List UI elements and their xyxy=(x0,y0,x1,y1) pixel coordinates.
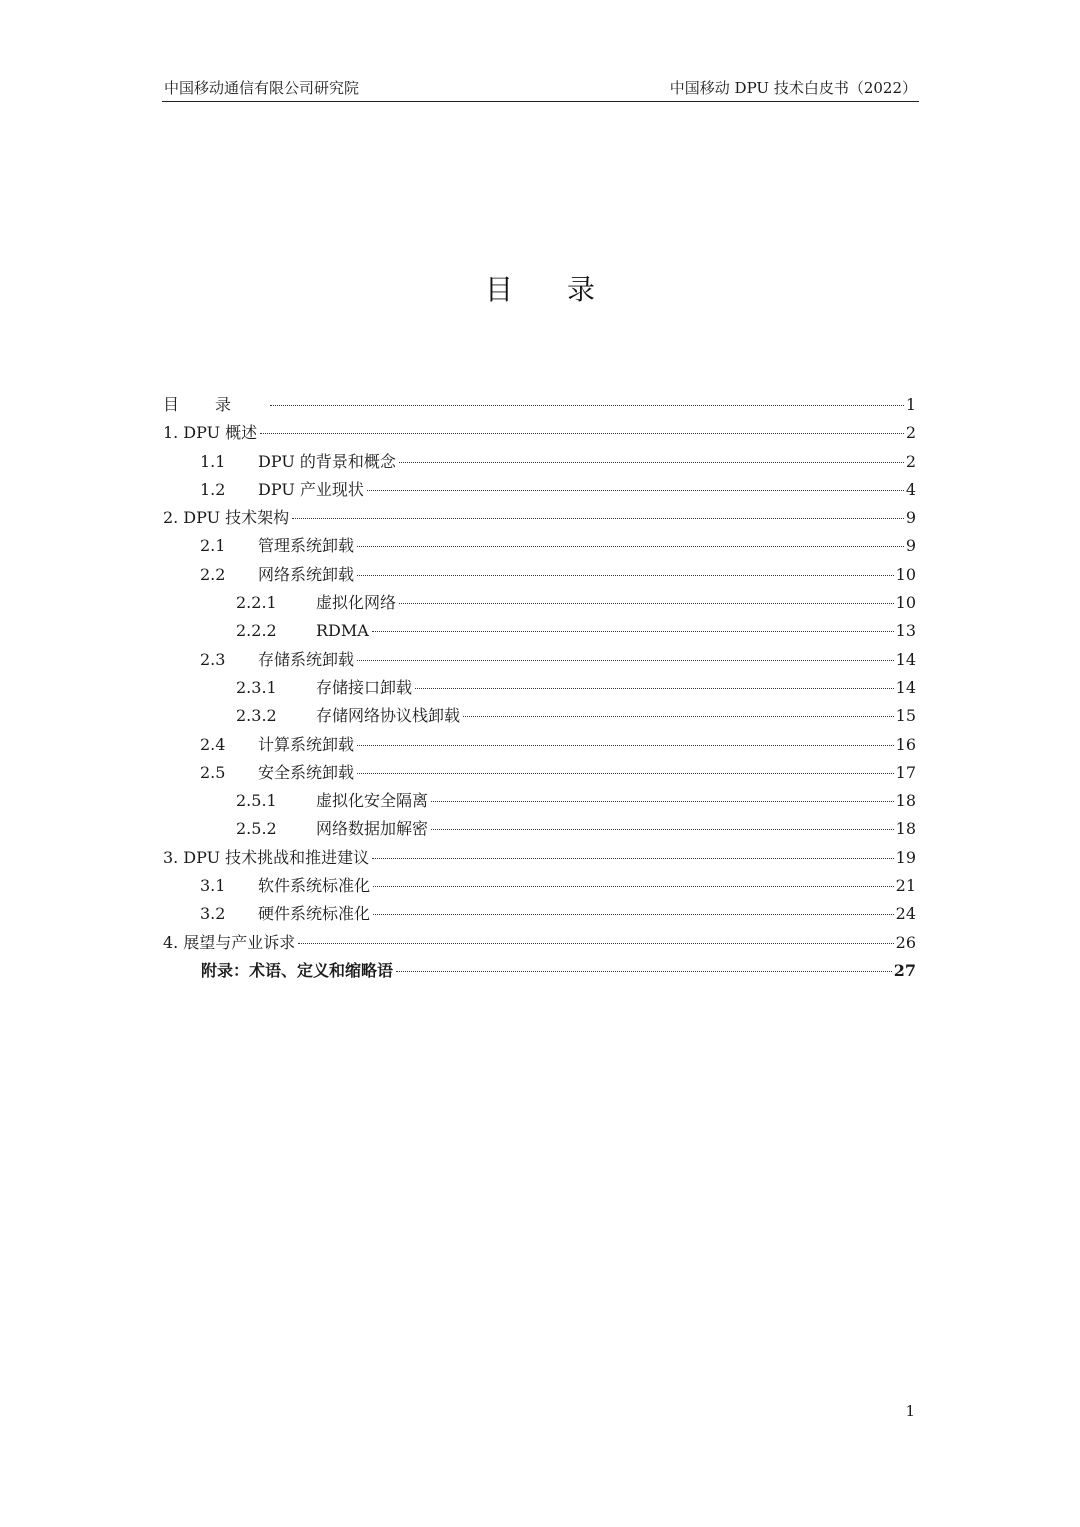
toc-entry-number: 2.1 xyxy=(200,536,226,556)
toc-entry-page: 2 xyxy=(905,423,916,443)
toc-entry-title: 网络系统卸载 xyxy=(258,564,355,584)
toc-entry[interactable] xyxy=(163,450,916,478)
toc-entry-page: 18 xyxy=(895,819,916,839)
toc-entry-page: 4 xyxy=(905,479,916,499)
toc-entry[interactable] xyxy=(163,506,916,534)
toc-dot-leader xyxy=(357,546,904,547)
header-divider xyxy=(162,101,919,102)
toc-entry-page: 26 xyxy=(895,932,916,952)
toc-entry-number: 2.2 xyxy=(200,564,226,584)
toc-entry-page: 9 xyxy=(905,536,916,556)
header-organization: 中国移动通信有限公司研究院 xyxy=(164,79,360,97)
toc-entry-page: 14 xyxy=(895,677,916,697)
toc-entry[interactable] xyxy=(163,648,916,676)
toc-entry-title: 软件系统标准化 xyxy=(258,876,371,896)
toc-entry-page: 24 xyxy=(895,904,916,924)
toc-dot-leader xyxy=(260,433,904,434)
toc-entry[interactable] xyxy=(163,563,916,591)
toc-dot-leader xyxy=(399,462,904,463)
toc-entry-page: 21 xyxy=(895,876,916,896)
toc-dot-leader xyxy=(431,829,894,830)
toc-entry-number: 1.2 xyxy=(200,479,226,499)
toc-dot-leader xyxy=(373,914,894,915)
toc-entry-title: DPU 技术架构 xyxy=(183,508,290,528)
page-header xyxy=(162,78,919,102)
toc-entry-page: 18 xyxy=(895,791,916,811)
toc-entry[interactable] xyxy=(163,421,916,449)
table-of-contents xyxy=(163,393,916,987)
toc-entry-page: 19 xyxy=(895,847,916,867)
toc-entry-page: 10 xyxy=(895,593,916,613)
toc-entry-title: 附录：术语、定义和缩略语 xyxy=(201,960,394,980)
toc-entry[interactable] xyxy=(163,393,916,421)
toc-entry-number: 2.3.2 xyxy=(236,706,277,726)
header-document-title: 中国移动 DPU 技术白皮书（2022） xyxy=(669,79,917,97)
toc-dot-leader xyxy=(357,660,894,661)
toc-entry-number: 2.5 xyxy=(200,762,226,782)
toc-entry[interactable] xyxy=(163,676,916,704)
toc-entry[interactable] xyxy=(163,959,916,987)
toc-entry-title: 计算系统卸载 xyxy=(258,734,355,754)
toc-dot-leader xyxy=(415,688,894,689)
toc-dot-leader xyxy=(357,575,894,576)
toc-entry-page: 16 xyxy=(895,734,916,754)
toc-entry-title: DPU 产业现状 xyxy=(258,479,364,499)
toc-entry[interactable] xyxy=(163,591,916,619)
toc-entry[interactable] xyxy=(163,931,916,959)
toc-entry[interactable] xyxy=(163,478,916,506)
toc-dot-leader xyxy=(298,943,893,944)
toc-dot-leader xyxy=(357,773,894,774)
toc-entry-page: 15 xyxy=(895,706,916,726)
toc-entry-number: 2.2.1 xyxy=(236,593,277,613)
toc-entry[interactable] xyxy=(163,874,916,902)
toc-entry-title: 展望与产业诉求 xyxy=(183,932,296,952)
toc-entry-number: 3.2 xyxy=(200,904,226,924)
toc-entry-number: 1. xyxy=(163,423,179,443)
toc-entry-page: 14 xyxy=(895,649,916,669)
toc-entry[interactable] xyxy=(163,619,916,647)
toc-entry-title: 虚拟化网络 xyxy=(316,593,397,613)
toc-entry-number: 3.1 xyxy=(200,876,226,896)
toc-entry-title: 目录 xyxy=(163,395,268,414)
toc-entry-title: DPU 概述 xyxy=(183,423,258,443)
toc-entry[interactable] xyxy=(163,817,916,845)
toc-dot-leader xyxy=(372,858,893,859)
page-title: 目录 xyxy=(484,273,649,306)
toc-dot-leader xyxy=(396,971,892,972)
toc-dot-leader xyxy=(372,631,894,632)
toc-entry-title: 存储接口卸载 xyxy=(316,677,413,697)
toc-dot-leader xyxy=(463,716,894,717)
toc-entry-number: 3. xyxy=(163,847,179,867)
toc-entry-page: 2 xyxy=(905,451,916,471)
toc-dot-leader xyxy=(367,490,904,491)
toc-entry-page: 1 xyxy=(905,395,916,414)
toc-dot-leader xyxy=(292,518,904,519)
toc-entry-number: 2.4 xyxy=(200,734,226,754)
toc-entry-title: 存储网络协议栈卸载 xyxy=(316,706,461,726)
toc-entry-title: RDMA xyxy=(316,621,369,641)
toc-entry-number: 1.1 xyxy=(200,451,226,471)
toc-entry-number: 4. xyxy=(163,932,179,952)
toc-entry-title: DPU 技术挑战和推进建议 xyxy=(183,847,370,867)
toc-entry-page: 9 xyxy=(905,508,916,528)
toc-entry[interactable] xyxy=(163,761,916,789)
footer-page-number: 1 xyxy=(905,1402,915,1420)
toc-entry-title: 安全系统卸载 xyxy=(258,762,355,782)
toc-dot-leader xyxy=(373,886,894,887)
toc-entry-title: 硬件系统标准化 xyxy=(258,904,371,924)
toc-entry-title: DPU 的背景和概念 xyxy=(258,451,396,471)
toc-entry-title: 网络数据加解密 xyxy=(316,819,429,839)
toc-entry[interactable] xyxy=(163,733,916,761)
toc-entry-number: 2.2.2 xyxy=(236,621,277,641)
toc-entry[interactable] xyxy=(163,704,916,732)
toc-entry[interactable] xyxy=(163,534,916,562)
toc-dot-leader xyxy=(357,745,894,746)
toc-entry[interactable] xyxy=(163,789,916,817)
toc-dot-leader xyxy=(399,603,894,604)
toc-entry[interactable] xyxy=(163,846,916,874)
toc-entry-page: 10 xyxy=(895,564,916,584)
toc-dot-leader xyxy=(270,405,904,406)
toc-entry-title: 管理系统卸载 xyxy=(258,536,355,556)
toc-entry-number: 2.5.1 xyxy=(236,791,277,811)
toc-entry-title: 虚拟化安全隔离 xyxy=(316,791,429,811)
toc-entry-page: 27 xyxy=(893,960,916,980)
toc-entry-title: 存储系统卸载 xyxy=(258,649,355,669)
toc-entry-number: 2.3 xyxy=(200,649,226,669)
toc-entry[interactable] xyxy=(163,902,916,930)
toc-entry-number: 2.5.2 xyxy=(236,819,277,839)
toc-dot-leader xyxy=(431,801,894,802)
toc-entry-number: 2. xyxy=(163,508,179,528)
toc-entry-number: 2.3.1 xyxy=(236,677,277,697)
toc-entry-page: 13 xyxy=(895,621,916,641)
toc-entry-page: 17 xyxy=(895,762,916,782)
